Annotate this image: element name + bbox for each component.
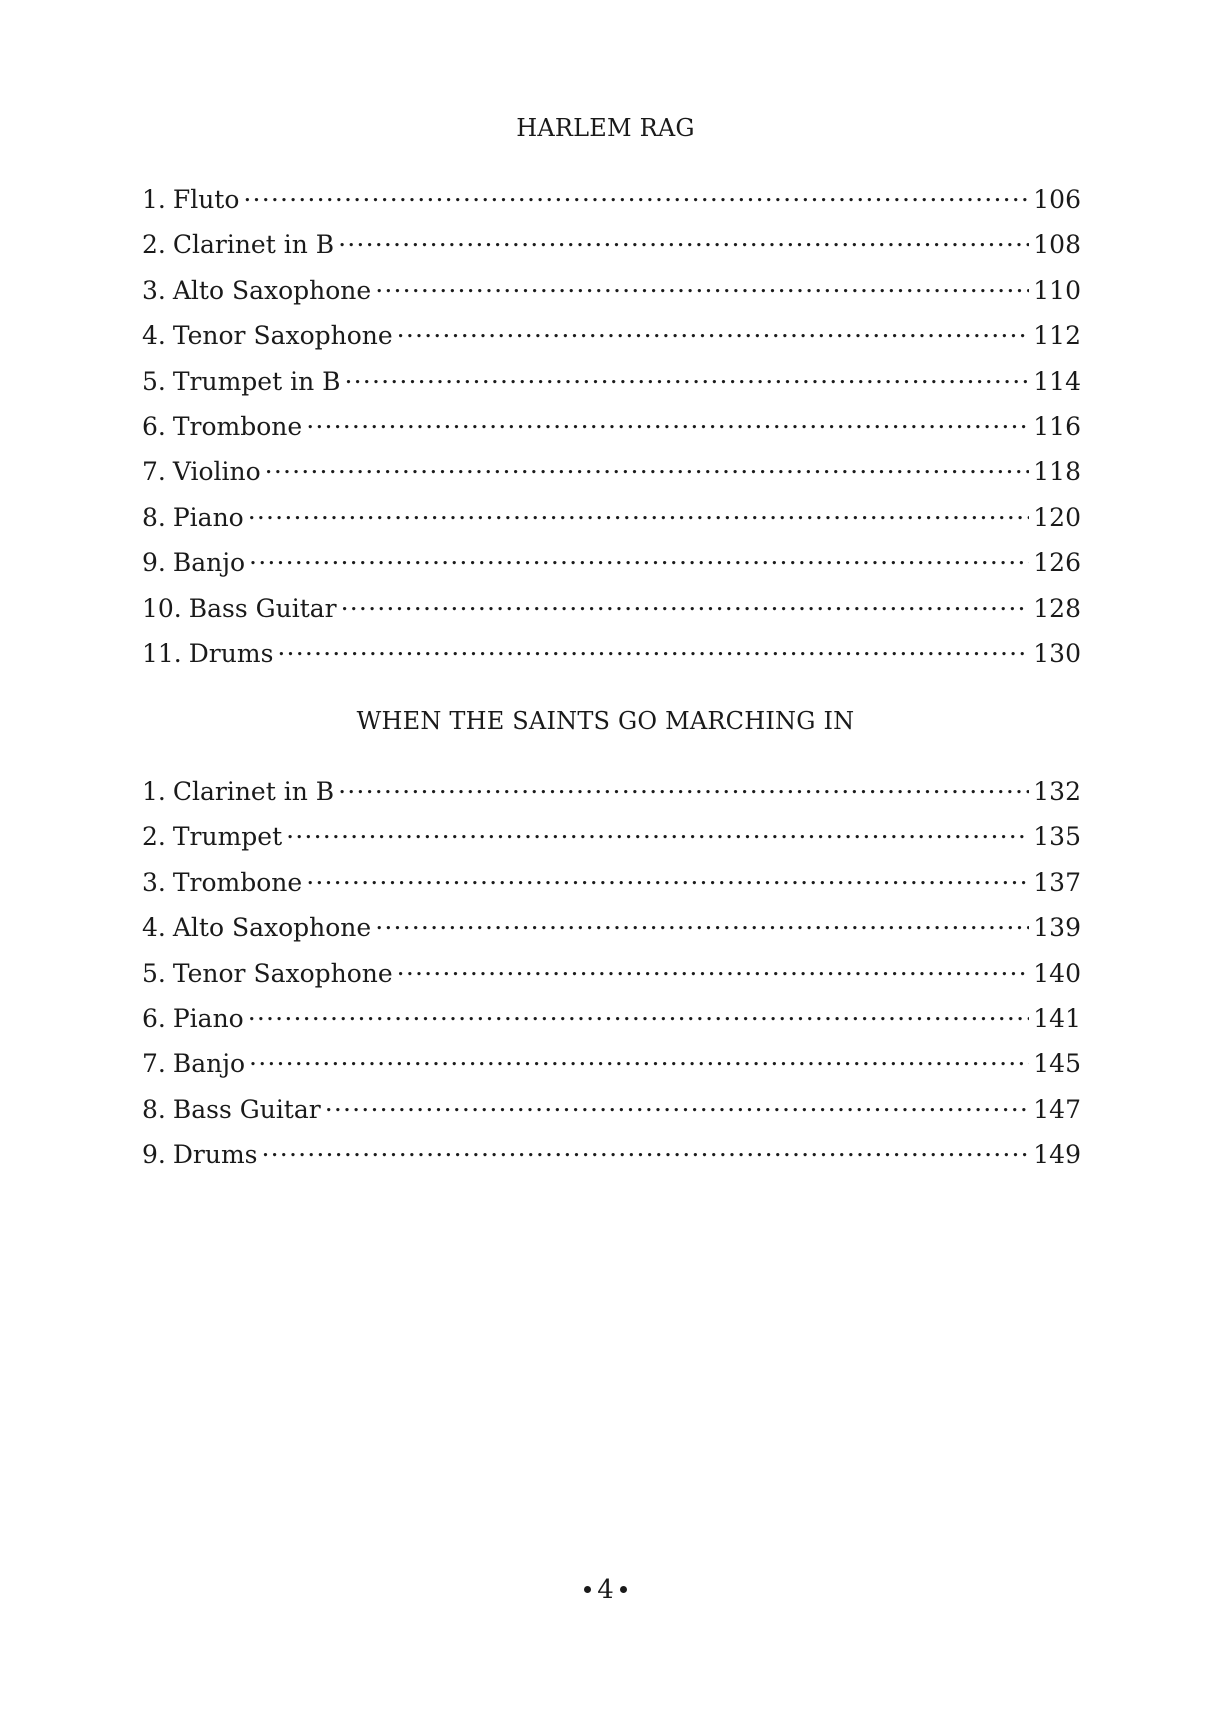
toc-entry-number: 1.: [142, 185, 166, 214]
toc-entry-number: 9.: [142, 548, 166, 578]
toc-dot-leader: [262, 1133, 1030, 1163]
toc-entry: [142, 541, 1081, 586]
toc-entry-label: Alto Saxophone: [172, 913, 372, 943]
toc-entry-page: 110: [1033, 275, 1081, 305]
toc-entry-number: 9.: [142, 1140, 166, 1170]
toc-entry-label: Trumpet in B: [172, 366, 341, 396]
toc-entry-page: 140: [1033, 958, 1081, 988]
toc-entry-number: 4.: [142, 321, 166, 351]
toc-dot-leader: [249, 1042, 1029, 1072]
toc-entry-page: 141: [1033, 1003, 1081, 1033]
toc-entry-label: Tenor Saxophone: [172, 321, 393, 351]
toc-entry: [142, 861, 1081, 906]
toc-entry: [142, 632, 1081, 677]
toc-entry-page: 145: [1033, 1049, 1081, 1079]
toc-entry: [142, 314, 1081, 359]
toc-entry-number: 8.: [142, 502, 166, 532]
section-title-when-the-saints: WHEN THE SAINTS GO MARCHING IN: [356, 707, 855, 735]
toc-entry-label: Tenor Saxophone: [172, 958, 393, 988]
toc-entry: [142, 952, 1081, 997]
toc-entry-page: 139: [1033, 913, 1081, 943]
toc-entry-number: 7.: [142, 1049, 166, 1079]
toc-entry: [142, 815, 1081, 860]
toc-entry-number: 8.: [142, 1094, 166, 1124]
toc-entry-number: 3.: [142, 867, 166, 897]
toc-entry-page: 116: [1033, 411, 1081, 441]
toc-dot-leader: [243, 178, 1029, 208]
page-number: 4: [597, 1575, 614, 1605]
toc-entry-number: 5.: [142, 366, 166, 396]
toc-dot-leader: [277, 632, 1029, 662]
toc-entry-label: Drums: [188, 638, 274, 668]
toc-entry-number: 2.: [142, 822, 166, 852]
toc-entry-page: 149: [1033, 1140, 1081, 1170]
toc-entry: [142, 770, 1081, 815]
toc-entry-page: 106: [1033, 185, 1081, 214]
toc-entry-label: Trumpet: [172, 822, 283, 852]
toc-entry-page: 132: [1033, 777, 1081, 806]
toc-entry-label: Violino: [172, 457, 261, 487]
toc-entry-number: 6.: [142, 1003, 166, 1033]
toc-entry-label: Clarinet in B: [172, 230, 335, 260]
toc-entry-page: 135: [1033, 822, 1081, 852]
toc-dot-leader: [345, 360, 1030, 390]
toc-entry: [142, 269, 1081, 314]
page-footer: [0, 1575, 1211, 1605]
toc-entry-number: 11.: [142, 638, 182, 668]
toc-dot-leader: [375, 906, 1029, 936]
toc-entry-number: 4.: [142, 913, 166, 943]
toc-entry-number: 7.: [142, 457, 166, 487]
toc-dot-leader: [306, 861, 1029, 891]
toc-entry-page: 112: [1033, 321, 1081, 351]
toc-dot-leader: [248, 997, 1030, 1027]
toc-entry-label: Piano: [172, 502, 244, 532]
toc-dot-leader: [397, 314, 1030, 344]
toc-entry-label: Drums: [172, 1140, 258, 1170]
toc-entry-page: 130: [1033, 638, 1081, 668]
toc-entry-number: 5.: [142, 958, 166, 988]
toc-entry: [142, 223, 1081, 268]
toc-dot-leader: [341, 587, 1030, 617]
toc-entry-page: 108: [1033, 230, 1081, 260]
toc-entry-label: Bass Guitar: [172, 1094, 321, 1124]
toc-entry-page: 126: [1033, 548, 1081, 578]
toc-entry-label: Banjo: [172, 1049, 246, 1079]
toc-entry-label: Trombone: [172, 867, 303, 897]
toc-dot-leader: [286, 815, 1029, 845]
toc-entry-page: 147: [1033, 1094, 1081, 1124]
toc-entry: [142, 906, 1081, 951]
toc-entry-label: Banjo: [172, 548, 246, 578]
toc-dot-leader: [338, 770, 1029, 800]
toc-dot-leader: [397, 952, 1030, 982]
toc-entry-number: 2.: [142, 230, 166, 260]
toc-dot-leader: [265, 450, 1030, 480]
toc-entry-number: 10.: [142, 593, 182, 623]
toc-entry: [142, 997, 1081, 1042]
toc-entry-page: 137: [1033, 867, 1081, 897]
toc-entry: [142, 1088, 1081, 1133]
bullet-right-icon: [620, 1586, 627, 1593]
toc-entry-label: Trombone: [172, 411, 303, 441]
bullet-left-icon: [584, 1586, 591, 1593]
toc-entry: [142, 496, 1081, 541]
toc-entry-label: Fluto: [172, 185, 240, 214]
toc-dot-leader: [249, 541, 1029, 571]
toc-entry-number: 3.: [142, 275, 166, 305]
toc-entry: [142, 1042, 1081, 1087]
toc-entry-number: 1.: [142, 777, 166, 806]
toc-entry: [142, 360, 1081, 405]
toc-entry: [142, 405, 1081, 450]
toc-entry-page: 114: [1033, 366, 1081, 396]
toc-entry-label: Clarinet in B: [172, 777, 335, 806]
toc-entry-page: 128: [1033, 593, 1081, 623]
section-title-harlem-rag: HARLEM RAG: [516, 114, 695, 142]
toc-dot-leader: [325, 1088, 1030, 1118]
toc-entry-label: Piano: [172, 1003, 244, 1033]
toc-entry: [142, 1133, 1081, 1178]
toc-entry: [142, 450, 1081, 495]
toc-dot-leader: [248, 496, 1030, 526]
toc-entry-label: Alto Saxophone: [172, 275, 372, 305]
toc-entry-label: Bass Guitar: [188, 593, 337, 623]
toc-entry-number: 6.: [142, 411, 166, 441]
toc-entry-page: 120: [1033, 502, 1081, 532]
toc-list-harlem-rag: [142, 178, 1081, 677]
toc-entry: [142, 587, 1081, 632]
toc-entry-page: 118: [1033, 457, 1081, 487]
toc-dot-leader: [306, 405, 1029, 435]
toc-entry: [142, 178, 1081, 223]
toc-dot-leader: [375, 269, 1029, 299]
toc-dot-leader: [338, 223, 1029, 253]
toc-list-when-the-saints: [142, 770, 1081, 1179]
